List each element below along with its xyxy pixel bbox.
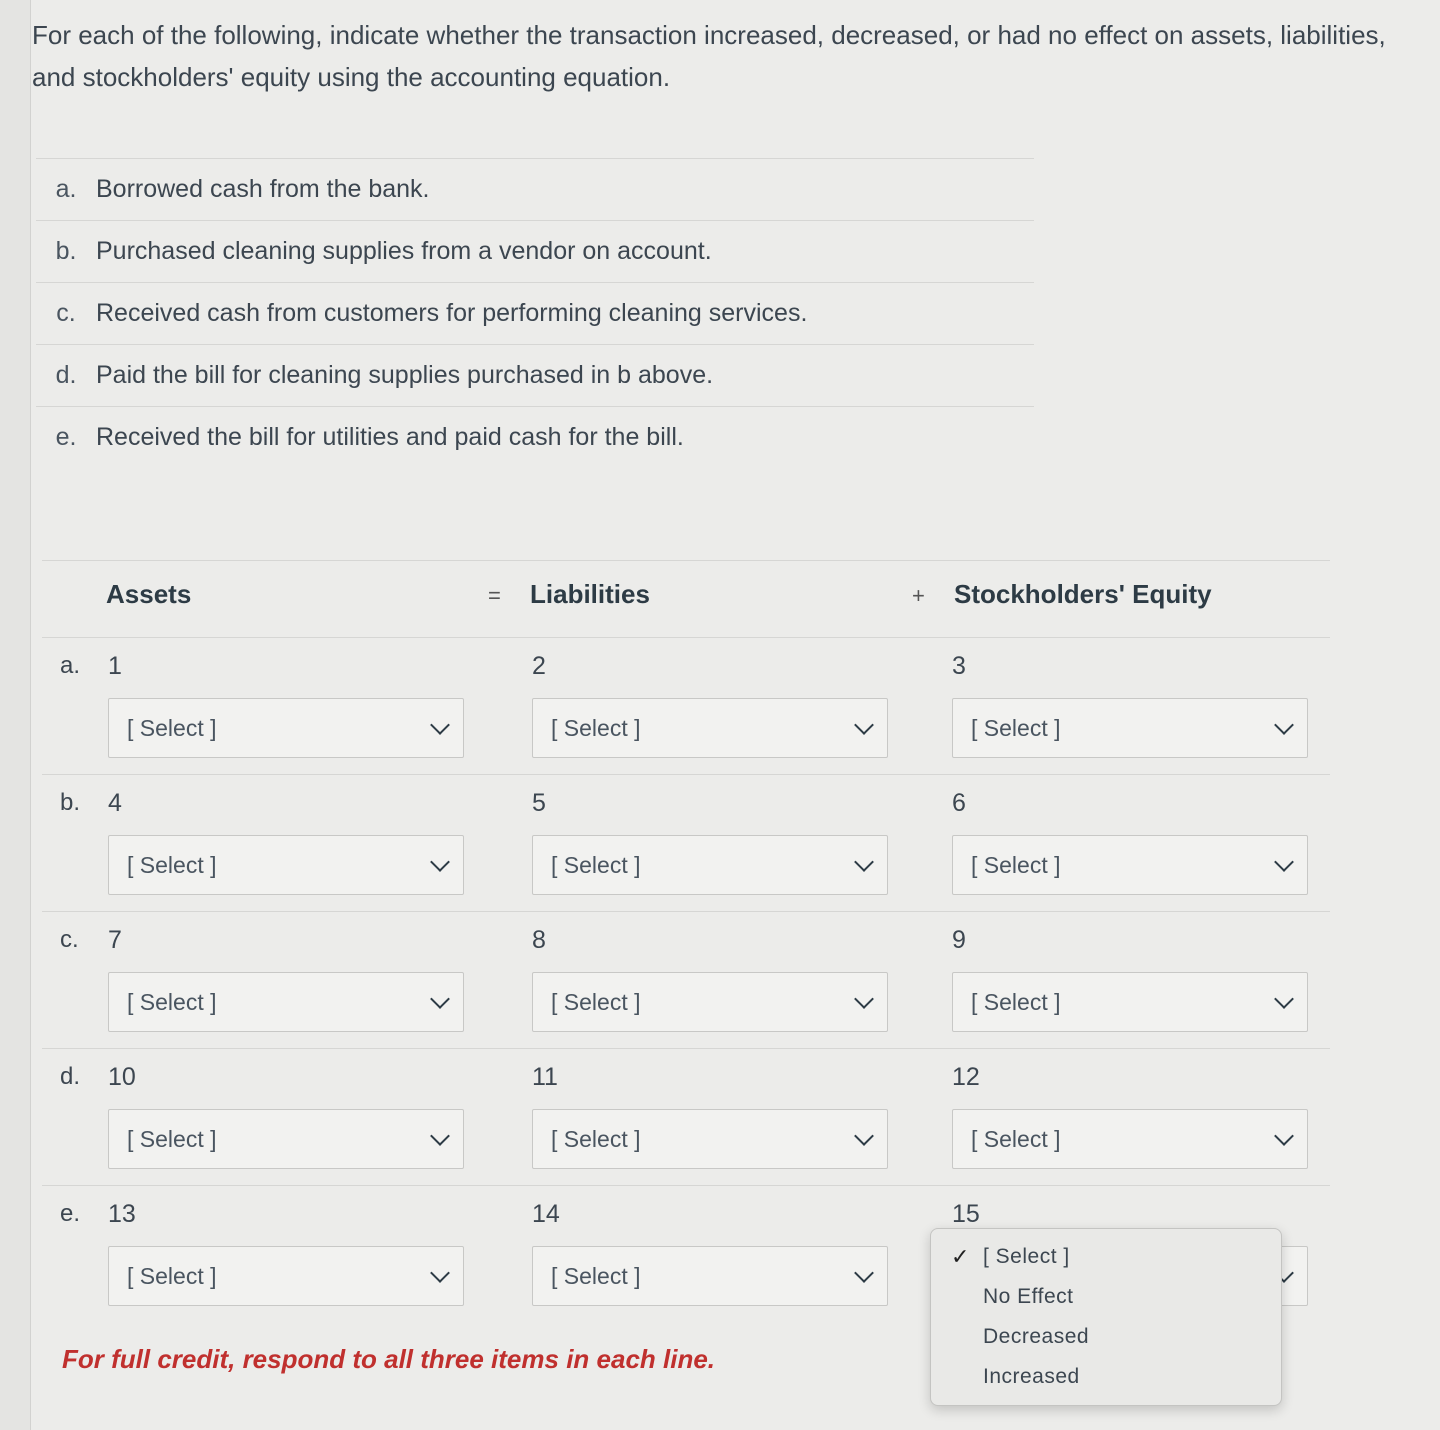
answer-row-c bbox=[42, 912, 1330, 1049]
row-letter: b. bbox=[60, 789, 81, 816]
blank-number: 12 bbox=[952, 1063, 980, 1091]
instructions: For each of the following, indicate whether the transaction increased, decreased, or had no effect on assets, liabilities, and stockholders' equity using the accounting equation. bbox=[32, 20, 1386, 92]
answer-row-b bbox=[42, 775, 1330, 912]
blank-number: 6 bbox=[952, 789, 966, 817]
equity-select[interactable]: [ Select ] bbox=[952, 972, 1308, 1032]
chevron-down-icon bbox=[854, 715, 874, 735]
chevron-down-icon bbox=[430, 715, 450, 735]
assets-select[interactable]: [ Select ] bbox=[108, 1246, 464, 1306]
blank-number: 5 bbox=[532, 789, 546, 817]
chevron-down-icon bbox=[1274, 1126, 1294, 1146]
liabilities-select[interactable]: [ Select ] bbox=[532, 1246, 888, 1306]
option-select-placeholder[interactable]: ✓ [ Select ] bbox=[951, 1244, 1070, 1269]
liabilities-select[interactable]: [ Select ] bbox=[532, 972, 888, 1032]
option-decreased[interactable]: Decreased bbox=[983, 1325, 1090, 1348]
row-letter: a. bbox=[60, 652, 81, 679]
blank-number: 8 bbox=[532, 926, 546, 954]
blank-number: 4 bbox=[108, 789, 122, 817]
blank-number: 10 bbox=[108, 1063, 136, 1091]
option-no-effect[interactable]: No Effect bbox=[983, 1285, 1074, 1308]
equity-heading: Stockholders' Equity bbox=[954, 579, 1212, 609]
blank-number: 13 bbox=[108, 1200, 136, 1228]
transaction-item: e. Received the bill for utilities and paid cash for the bill. bbox=[36, 406, 1034, 468]
chevron-down-icon bbox=[854, 1263, 874, 1283]
transaction-item: b. Purchased cleaning supplies from a vendor on account. bbox=[36, 220, 1034, 282]
row-letter: d. bbox=[60, 1063, 81, 1090]
chevron-down-icon bbox=[430, 989, 450, 1009]
chevron-down-icon bbox=[854, 1126, 874, 1146]
blank-number: 3 bbox=[952, 652, 966, 680]
chevron-down-icon bbox=[854, 852, 874, 872]
liabilities-select[interactable]: [ Select ] bbox=[532, 835, 888, 895]
transaction-item: d. Paid the bill for cleaning supplies purchased in b above. bbox=[36, 344, 1034, 406]
chevron-down-icon bbox=[1274, 715, 1294, 735]
assets-select[interactable]: [ Select ] bbox=[108, 698, 464, 758]
blank-number: 11 bbox=[532, 1063, 558, 1091]
full-credit-note: For full credit, respond to all three items in each line. bbox=[62, 1344, 716, 1374]
chevron-down-icon bbox=[854, 989, 874, 1009]
assets-select[interactable]: [ Select ] bbox=[108, 1109, 464, 1169]
equity-select[interactable]: [ Select ] bbox=[952, 835, 1308, 895]
equity-select[interactable]: [ Select ] bbox=[952, 698, 1308, 758]
select-options-dropdown bbox=[930, 1228, 1282, 1406]
chevron-down-icon bbox=[1274, 852, 1294, 872]
blank-number: 15 bbox=[952, 1200, 980, 1228]
checkmark-icon: ✓ bbox=[951, 1244, 970, 1269]
equals-sign: = bbox=[488, 583, 501, 608]
plus-sign: + bbox=[912, 583, 925, 608]
chevron-down-icon bbox=[430, 1126, 450, 1146]
blank-number: 1 bbox=[108, 652, 122, 680]
blank-number: 9 bbox=[952, 926, 966, 954]
row-letter: c. bbox=[60, 926, 79, 953]
blank-number: 2 bbox=[532, 652, 546, 680]
assets-heading: Assets bbox=[106, 579, 192, 609]
accounting-equation-grid bbox=[42, 560, 1330, 1322]
transaction-item: c. Received cash from customers for performing cleaning services. bbox=[36, 282, 1034, 344]
assets-select[interactable]: [ Select ] bbox=[108, 972, 464, 1032]
row-letter: e. bbox=[60, 1200, 81, 1227]
blank-number: 14 bbox=[532, 1200, 560, 1228]
option-increased[interactable]: Increased bbox=[983, 1365, 1080, 1388]
grid-header bbox=[42, 560, 1330, 638]
chevron-down-icon bbox=[1274, 989, 1294, 1009]
liabilities-heading: Liabilities bbox=[530, 579, 650, 609]
answer-row-d bbox=[42, 1049, 1330, 1186]
chevron-down-icon bbox=[430, 1263, 450, 1283]
assets-select[interactable]: [ Select ] bbox=[108, 835, 464, 895]
left-margin-strip bbox=[0, 0, 31, 1430]
chevron-down-icon bbox=[430, 852, 450, 872]
equity-select[interactable]: [ Select ] bbox=[952, 1109, 1308, 1169]
transaction-item: a. Borrowed cash from the bank. bbox=[36, 158, 1034, 220]
liabilities-select[interactable]: [ Select ] bbox=[532, 1109, 888, 1169]
answer-row-a bbox=[42, 638, 1330, 775]
liabilities-select[interactable]: [ Select ] bbox=[532, 698, 888, 758]
transaction-list bbox=[36, 158, 1034, 468]
blank-number: 7 bbox=[108, 926, 122, 954]
